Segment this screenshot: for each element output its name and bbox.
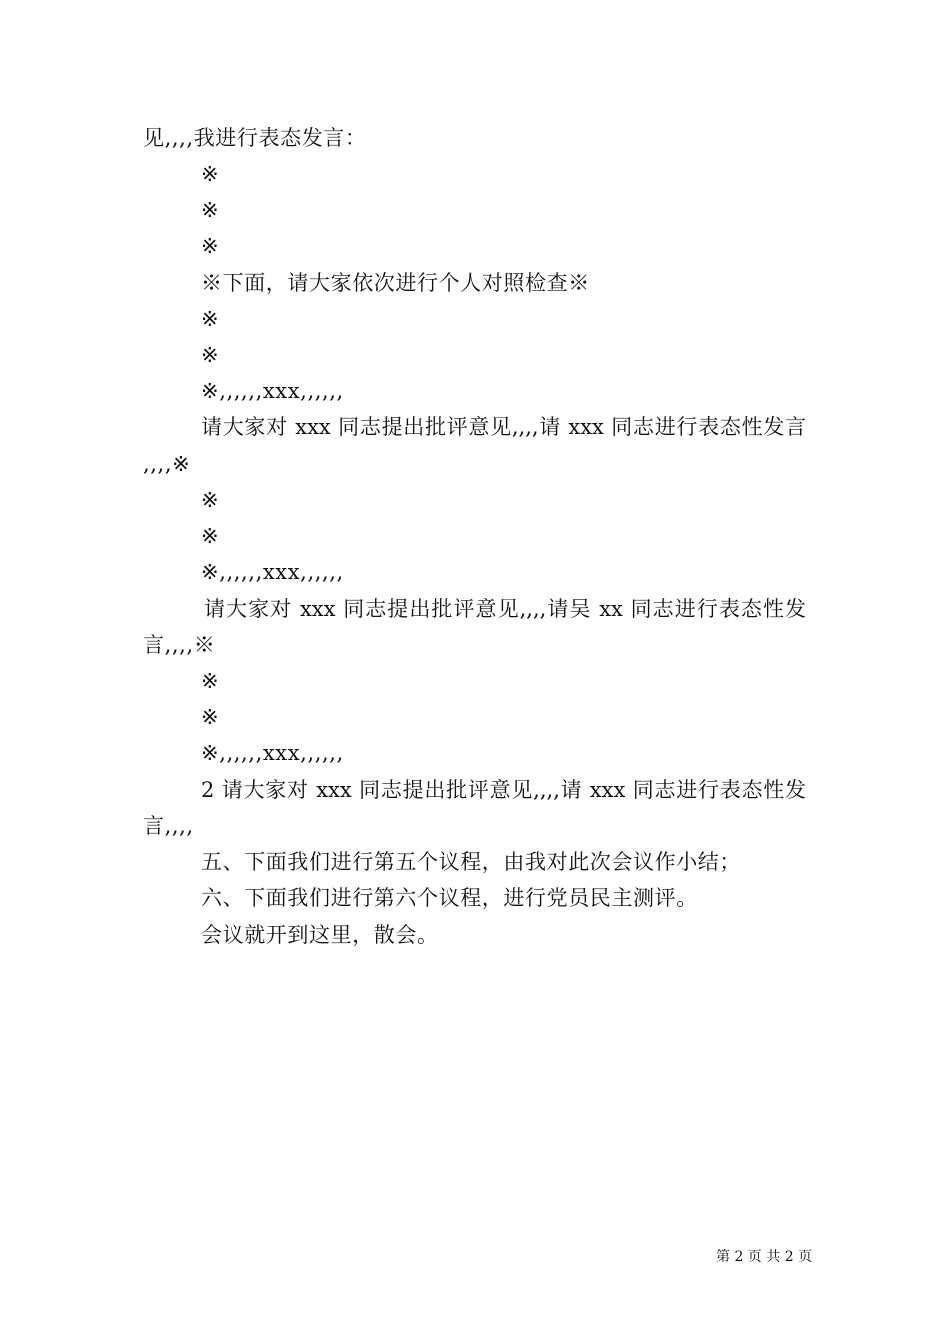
text-line-22: 六、下面我们进行第六个议程，进行党员民主测评。: [201, 886, 698, 910]
text-line-23: 会议就开到这里，散会。: [201, 923, 439, 947]
text-line-17: ※: [201, 705, 220, 729]
text-line-9: 请大家对 xxx 同志提出批评意见,,,,请 xxx 同志进行表态性发言: [201, 415, 806, 439]
text-line-19: 2 请大家对 xxx 同志提出批评意见,,,,请 xxx 同志进行表态性发: [201, 778, 806, 802]
text-line-4: ※: [201, 234, 220, 258]
text-line-12: ※: [201, 524, 220, 548]
text-line-20: 言,,,,: [143, 814, 194, 838]
text-line-2: ※: [201, 162, 220, 186]
text-line-5: ※下面，请大家依次进行个人对照检查※: [201, 271, 590, 295]
text-line-21: 五、下面我们进行第五个议程，由我对此次会议作小结；: [201, 850, 741, 874]
text-line-11: ※: [201, 488, 220, 512]
text-line-8: ※,,,,,,xxx,,,,,,: [201, 379, 344, 403]
text-line-1: 见,,,,我进行表态发言：: [143, 126, 367, 150]
text-line-18: ※,,,,,,xxx,,,,,,: [201, 741, 344, 765]
page-footer: 第 2 页 共 2 页: [716, 1249, 813, 1265]
text-line-7: ※: [201, 343, 220, 367]
text-line-13: ※,,,,,,xxx,,,,,,: [201, 560, 344, 584]
text-line-16: ※: [201, 669, 220, 693]
text-line-6: ※: [201, 307, 220, 331]
text-line-15: 言,,,,※: [143, 633, 216, 657]
text-line-14: 请大家对 xxx 同志提出批评意见,,,,请吴 xx 同志进行表态性发: [204, 597, 806, 621]
text-line-3: ※: [201, 198, 220, 222]
text-line-10: ,,,,※: [143, 452, 191, 476]
